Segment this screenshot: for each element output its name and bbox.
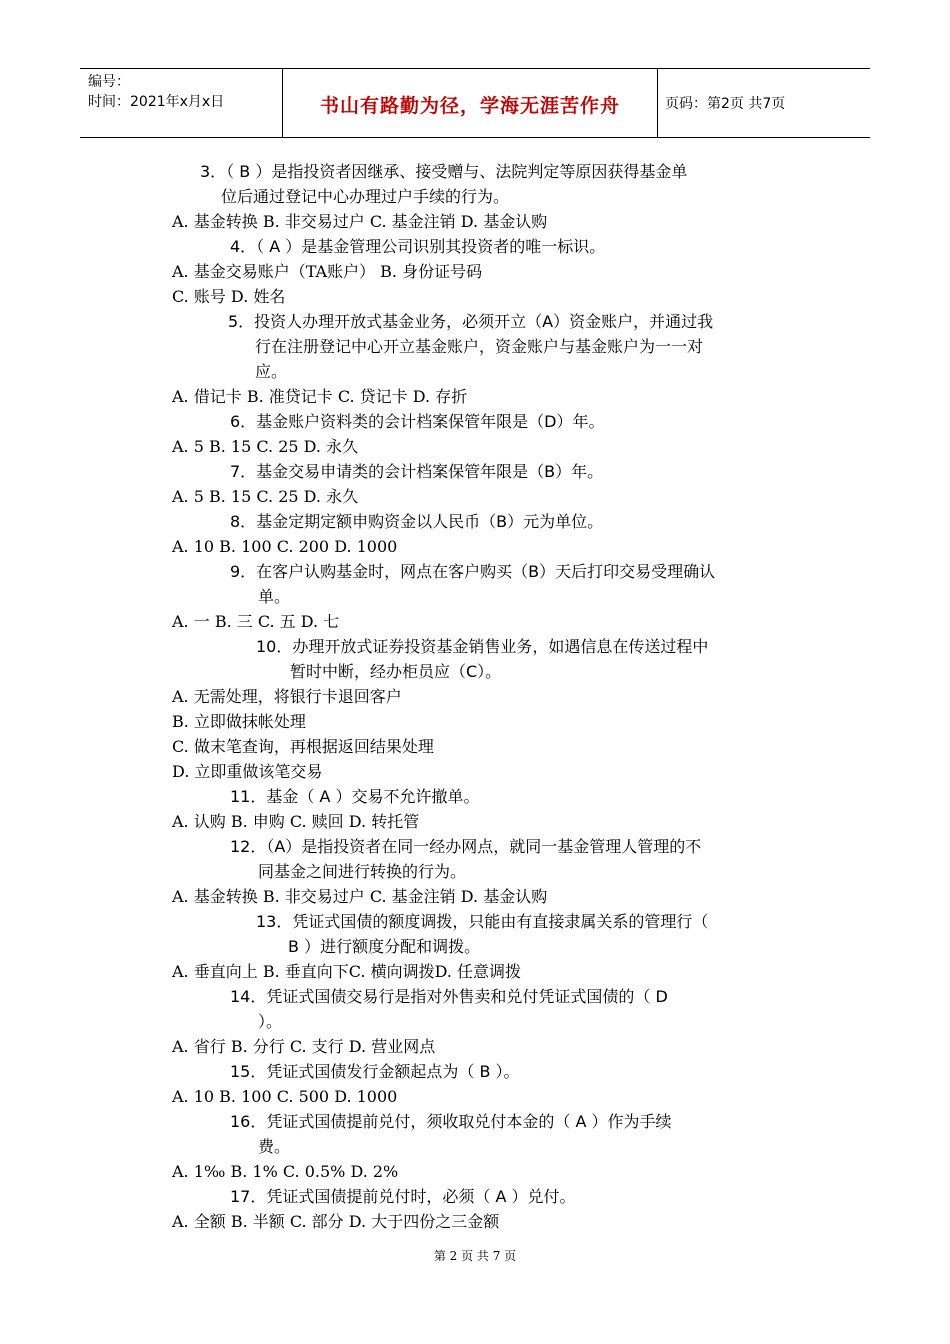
question-10: 10．办理开放式证券投资基金销售业务，如遇信息在传送过程中 — [256, 637, 709, 656]
options-16: A. 1‰ B. 1% C. 0.5% D. 2% — [172, 1162, 399, 1181]
options-15: A. 10 B. 100 C. 500 D. 1000 — [172, 1087, 398, 1106]
question-12: 12．（A）是指投资者在同一经办网点，就同一基金管理人管理的不 — [230, 837, 702, 856]
time-label: 时间：2021年x月x日 — [88, 94, 225, 110]
options-17: A. 全额 B. 半额 C. 部分 D. 大于四份之三金额 — [172, 1212, 500, 1231]
question-12-cont: 同基金之间进行转换的行为。 — [258, 862, 467, 881]
question-9: 9．在客户认购基金时，网点在客户购买（B）天后打印交易受理确认 — [230, 562, 716, 581]
option-10-d: D. 立即重做该笔交易 — [172, 762, 323, 781]
question-10-cont: 暂时中断，经办柜员应（C）。 — [290, 662, 502, 681]
options-14: A. 省行 B. 分行 C. 支行 D. 营业网点 — [172, 1037, 436, 1056]
question-11: 11．基金（ A ）交易不允许撤单。 — [230, 787, 480, 806]
option-10-b: B. 立即做抹帐处理 — [172, 712, 306, 731]
question-8: 8．基金定期定额申购资金以人民币（B）元为单位。 — [230, 512, 604, 531]
question-5-cont2: 应。 — [255, 362, 288, 381]
options-3: A. 基金转换 B. 非交易过户 C. 基金注销 D. 基金认购 — [172, 212, 548, 231]
question-13-cont: B ）进行额度分配和调拨。 — [288, 937, 481, 956]
option-10-c: C. 做末笔查询，再根据返回结果处理 — [172, 737, 434, 756]
header-page-cell — [657, 69, 870, 137]
header-motto-cell — [282, 69, 658, 137]
number-label: 编号： — [88, 74, 130, 90]
question-3-cont: 位后通过登记中心办理过户手续的行为。 — [221, 187, 510, 206]
options-9: A. 一 B. 三 C. 五 D. 七 — [172, 612, 340, 631]
question-5: 5．投资人办理开放式基金业务，必须开立（A）资金账户，并通过我 — [228, 312, 714, 331]
question-4: 4．（ A ）是基金管理公司识别其投资者的唯一标识。 — [230, 237, 606, 256]
page-footer: 第 2 页 共 7 页 — [433, 1249, 517, 1263]
question-3: 3．（ B ）是指投资者因继承、接受赠与、法院判定等原因获得基金单 — [200, 162, 688, 181]
options-13: A. 垂直向上 B. 垂直向下C. 横向调拨D. 任意调拨 — [172, 962, 522, 981]
page-info: 页码：第2页 共7页 — [665, 96, 786, 112]
question-16-cont: 费。 — [258, 1137, 291, 1156]
question-15: 15．凭证式国债发行金额起点为（ B ）。 — [230, 1062, 520, 1081]
question-14: 14．凭证式国债交易行是指对外售卖和兑付凭证式国债的（ D — [230, 987, 668, 1006]
options-4-cd: C. 账号 D. 姓名 — [172, 287, 286, 306]
options-6: A. 5 B. 15 C. 25 D. 永久 — [172, 437, 359, 456]
page-header — [80, 68, 870, 138]
question-13: 13．凭证式国债的额度调拨，只能由有直接隶属关系的管理行（ — [256, 912, 709, 931]
options-4-ab: A. 基金交易账户（TA账户） B. 身份证号码 — [172, 262, 483, 281]
question-16: 16．凭证式国债提前兑付，须收取兑付本金的（ A ）作为手续 — [230, 1112, 672, 1131]
option-10-a: A. 无需处理，将银行卡退回客户 — [172, 687, 402, 706]
header-meta-cell — [80, 69, 282, 137]
question-9-cont: 单。 — [258, 587, 291, 606]
question-14-cont: ）。 — [258, 1012, 283, 1031]
options-7: A. 5 B. 15 C. 25 D. 永久 — [172, 487, 359, 506]
question-7: 7．基金交易申请类的会计档案保管年限是（B）年。 — [230, 462, 604, 481]
options-8: A. 10 B. 100 C. 200 D. 1000 — [172, 537, 398, 556]
question-5-cont: 行在注册登记中心开立基金账户，资金账户与基金账户为一一对 — [255, 337, 704, 356]
question-17: 17．凭证式国债提前兑付时，必须（ A ）兑付。 — [230, 1187, 576, 1206]
question-6: 6．基金账户资料类的会计档案保管年限是（D）年。 — [230, 412, 605, 431]
options-5: A. 借记卡 B. 准贷记卡 C. 贷记卡 D. 存折 — [172, 387, 468, 406]
header-motto: 书山有路勤为径，学海无涯苦作舟 — [319, 95, 620, 117]
options-12: A. 基金转换 B. 非交易过户 C. 基金注销 D. 基金认购 — [172, 887, 548, 906]
options-11: A. 认购 B. 申购 C. 赎回 D. 转托管 — [172, 812, 420, 831]
